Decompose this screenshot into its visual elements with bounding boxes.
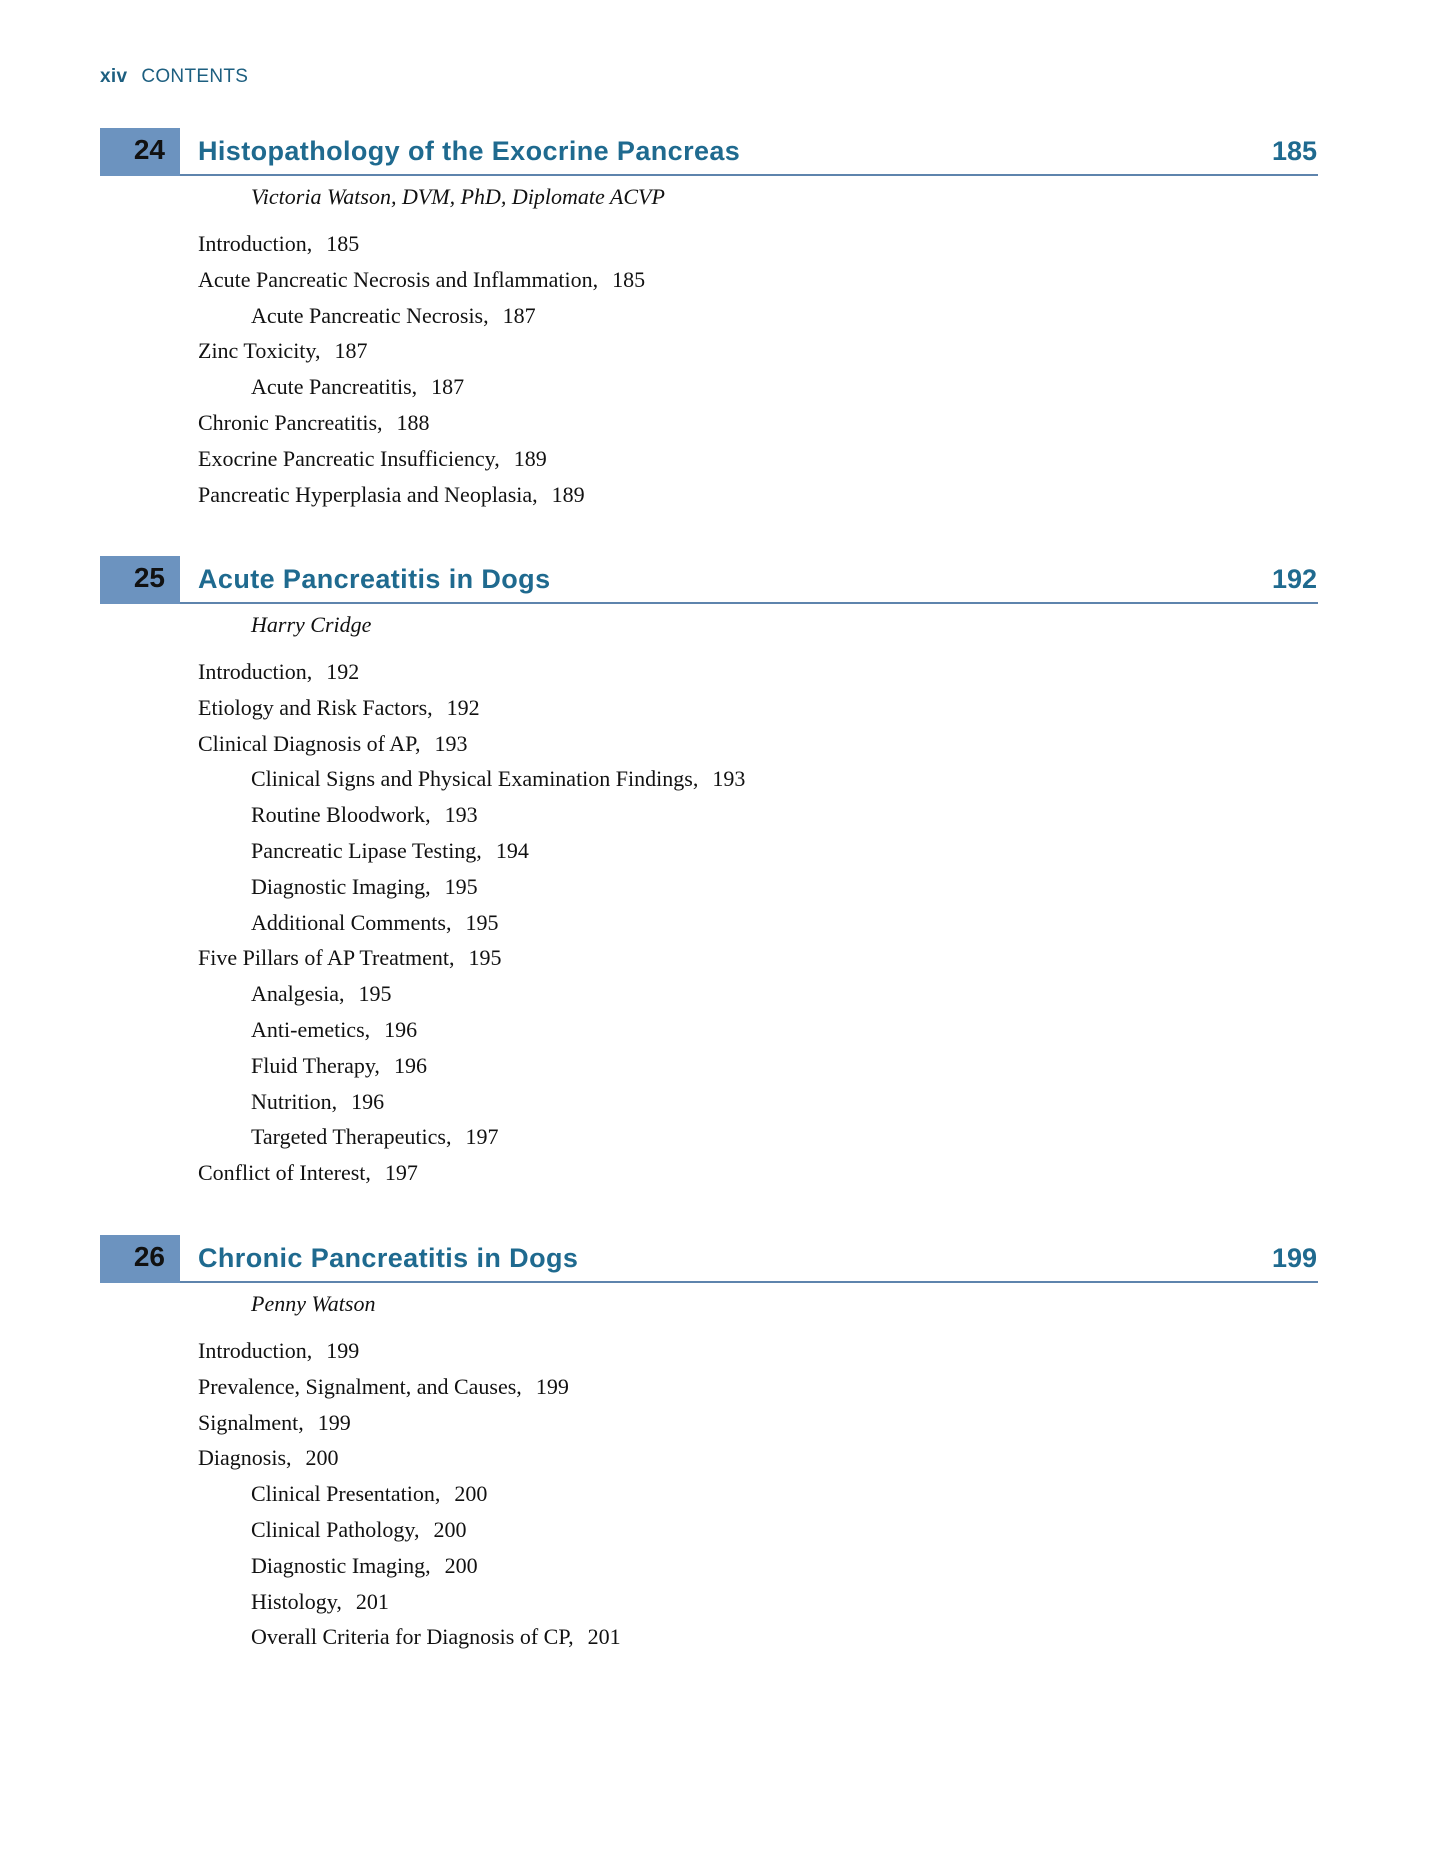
entry-title: Five Pillars of AP Treatment, bbox=[198, 945, 455, 971]
toc-entry[interactable] bbox=[198, 446, 547, 472]
entry-page-number: 200 bbox=[454, 1481, 488, 1507]
toc-subentry[interactable] bbox=[251, 981, 391, 1007]
toc-subentry[interactable] bbox=[251, 1624, 621, 1650]
entry-title: Clinical Signs and Physical Examination Findings, bbox=[251, 766, 699, 792]
chapter-number-box bbox=[100, 1235, 180, 1283]
entry-page-number: 194 bbox=[495, 838, 529, 863]
toc-entry[interactable] bbox=[198, 731, 467, 757]
toc-subentry[interactable] bbox=[251, 1517, 466, 1543]
entry-page-number: 196 bbox=[393, 1052, 427, 1078]
entry-page-number: 197 bbox=[384, 1160, 418, 1186]
toc-subentry[interactable] bbox=[251, 1553, 478, 1579]
entry-page-number: 192 bbox=[326, 659, 360, 684]
entry-title: Zinc Toxicity, bbox=[198, 338, 321, 364]
entry-page-number: 185 bbox=[612, 266, 646, 292]
entry-title: Acute Pancreatic Necrosis, bbox=[251, 302, 489, 328]
entry-page-number: 196 bbox=[384, 1017, 418, 1042]
entry-page-number: 188 bbox=[396, 410, 430, 435]
toc-subentry[interactable] bbox=[251, 1124, 498, 1150]
running-head-label: CONTENTS bbox=[141, 66, 249, 87]
chapter-author: Penny Watson bbox=[251, 1291, 376, 1316]
entry-page-number: 193 bbox=[444, 802, 478, 828]
entry-title: Additional Comments, bbox=[251, 909, 452, 935]
toc-subentry[interactable] bbox=[251, 838, 529, 864]
entry-page-number: 196 bbox=[351, 1088, 385, 1114]
entry-page-number: 199 bbox=[317, 1409, 351, 1435]
entry-title: Clinical Pathology, bbox=[251, 1517, 420, 1542]
toc-subentry[interactable] bbox=[251, 766, 745, 792]
entry-title: Prevalence, Signalment, and Causes, bbox=[198, 1373, 522, 1399]
chapter-page-number[interactable]: 192 bbox=[1271, 564, 1317, 594]
toc-subentry[interactable] bbox=[251, 1053, 427, 1079]
toc-entry[interactable] bbox=[198, 695, 480, 721]
entry-page-number: 193 bbox=[712, 766, 746, 792]
entry-page-number: 195 bbox=[358, 981, 392, 1007]
entry-page-number: 193 bbox=[434, 730, 468, 756]
entry-title: Overall Criteria for Diagnosis of CP, bbox=[251, 1624, 574, 1650]
entry-title: Acute Pancreatic Necrosis and Inflammation, bbox=[198, 266, 599, 292]
entry-title: Chronic Pancreatitis, bbox=[198, 410, 383, 435]
entry-title: Targeted Therapeutics, bbox=[251, 1124, 452, 1150]
chapter-24 bbox=[0, 128, 1445, 533]
chapter-26 bbox=[0, 1235, 1445, 1676]
entry-title: Routine Bloodwork, bbox=[251, 802, 431, 828]
entry-title: Fluid Therapy, bbox=[251, 1052, 380, 1078]
entry-page-number: 195 bbox=[468, 945, 502, 971]
toc-entry[interactable] bbox=[198, 1338, 359, 1364]
entry-page-number: 200 bbox=[444, 1552, 478, 1578]
page-folio: xiv bbox=[100, 66, 128, 87]
entry-page-number: 187 bbox=[502, 302, 536, 328]
toc-entry[interactable] bbox=[198, 1160, 418, 1186]
chapter-title[interactable]: Acute Pancreatitis in Dogs bbox=[198, 564, 551, 594]
toc-subentry[interactable] bbox=[251, 1089, 384, 1115]
chapter-number: 24 bbox=[133, 134, 165, 165]
entry-title: Signalment, bbox=[198, 1409, 304, 1435]
chapter-25 bbox=[0, 556, 1445, 1212]
toc-entry[interactable] bbox=[198, 1445, 339, 1471]
toc-entry[interactable] bbox=[198, 945, 501, 971]
chapter-page-number[interactable]: 185 bbox=[1271, 136, 1317, 166]
chapter-title[interactable]: Histopathology of the Exocrine Pancreas bbox=[198, 136, 741, 166]
entry-title: Diagnostic Imaging, bbox=[251, 1552, 431, 1578]
entry-title: Acute Pancreatitis, bbox=[251, 374, 418, 400]
entry-title: Pancreatic Lipase Testing, bbox=[251, 838, 482, 863]
entry-title: Clinical Diagnosis of AP, bbox=[198, 730, 421, 756]
entry-page-number: 192 bbox=[446, 694, 480, 720]
entry-page-number: 195 bbox=[465, 909, 499, 935]
chapter-number-box bbox=[100, 556, 180, 604]
entry-page-number: 200 bbox=[305, 1445, 339, 1471]
chapter-page-number[interactable]: 199 bbox=[1271, 1243, 1317, 1273]
toc-entry[interactable] bbox=[198, 659, 359, 685]
chapter-rule bbox=[180, 602, 1318, 604]
chapter-heading[interactable] bbox=[0, 556, 1445, 604]
entry-title: Analgesia, bbox=[251, 981, 345, 1007]
chapter-heading[interactable] bbox=[0, 1235, 1445, 1283]
toc-entry[interactable] bbox=[198, 267, 645, 293]
entry-title: Anti-emetics, bbox=[251, 1017, 371, 1042]
entry-title: Exocrine Pancreatic Insufficiency, bbox=[198, 445, 500, 471]
toc-entry[interactable] bbox=[198, 410, 430, 436]
entry-title: Introduction, bbox=[198, 659, 313, 684]
entry-page-number: 201 bbox=[355, 1588, 389, 1614]
chapter-number-box bbox=[100, 128, 180, 176]
chapter-rule bbox=[180, 1281, 1318, 1283]
entry-title: Diagnostic Imaging, bbox=[251, 873, 431, 899]
chapter-number: 26 bbox=[133, 1241, 165, 1272]
entry-page-number: 199 bbox=[326, 1338, 360, 1363]
entry-title: Clinical Presentation, bbox=[251, 1481, 441, 1507]
entry-page-number: 189 bbox=[513, 445, 547, 471]
running-head bbox=[100, 66, 248, 88]
toc-subentry[interactable] bbox=[251, 910, 498, 936]
entry-page-number: 199 bbox=[535, 1373, 569, 1399]
chapter-heading[interactable] bbox=[0, 128, 1445, 176]
entry-title: Introduction, bbox=[198, 1338, 313, 1363]
entry-page-number: 187 bbox=[431, 374, 465, 400]
toc-entry[interactable] bbox=[198, 482, 585, 508]
toc-subentry[interactable] bbox=[251, 1017, 417, 1043]
toc-entry[interactable] bbox=[198, 338, 368, 364]
chapter-rule bbox=[180, 174, 1318, 176]
toc-entry[interactable] bbox=[198, 231, 359, 257]
toc-subentry[interactable] bbox=[251, 374, 464, 400]
entry-page-number: 200 bbox=[433, 1517, 467, 1542]
chapter-author: Harry Cridge bbox=[251, 612, 372, 637]
chapter-title[interactable]: Chronic Pancreatitis in Dogs bbox=[198, 1243, 579, 1273]
entry-title: Conflict of Interest, bbox=[198, 1160, 371, 1186]
entry-page-number: 185 bbox=[326, 231, 360, 256]
entry-title: Diagnosis, bbox=[198, 1445, 292, 1471]
entry-title: Etiology and Risk Factors, bbox=[198, 694, 433, 720]
toc-subentry[interactable] bbox=[251, 874, 478, 900]
toc-subentry[interactable] bbox=[251, 802, 478, 828]
toc-subentry[interactable] bbox=[251, 1481, 487, 1507]
entry-page-number: 187 bbox=[334, 338, 368, 364]
entry-title: Pancreatic Hyperplasia and Neoplasia, bbox=[198, 481, 538, 507]
chapter-author: Victoria Watson, DVM, PhD, Diplomate ACVP bbox=[251, 184, 665, 209]
entry-title: Histology, bbox=[251, 1588, 342, 1614]
entry-title: Introduction, bbox=[198, 231, 313, 256]
entry-page-number: 201 bbox=[587, 1624, 621, 1650]
entry-page-number: 195 bbox=[444, 873, 478, 899]
entry-page-number: 197 bbox=[465, 1124, 499, 1150]
toc-subentry[interactable] bbox=[251, 1589, 389, 1615]
toc-subentry[interactable] bbox=[251, 303, 536, 329]
chapter-number: 25 bbox=[133, 562, 165, 593]
toc-entry[interactable] bbox=[198, 1374, 569, 1400]
entry-title: Nutrition, bbox=[251, 1088, 338, 1114]
toc-entry[interactable] bbox=[198, 1410, 351, 1436]
entry-page-number: 189 bbox=[551, 481, 585, 507]
